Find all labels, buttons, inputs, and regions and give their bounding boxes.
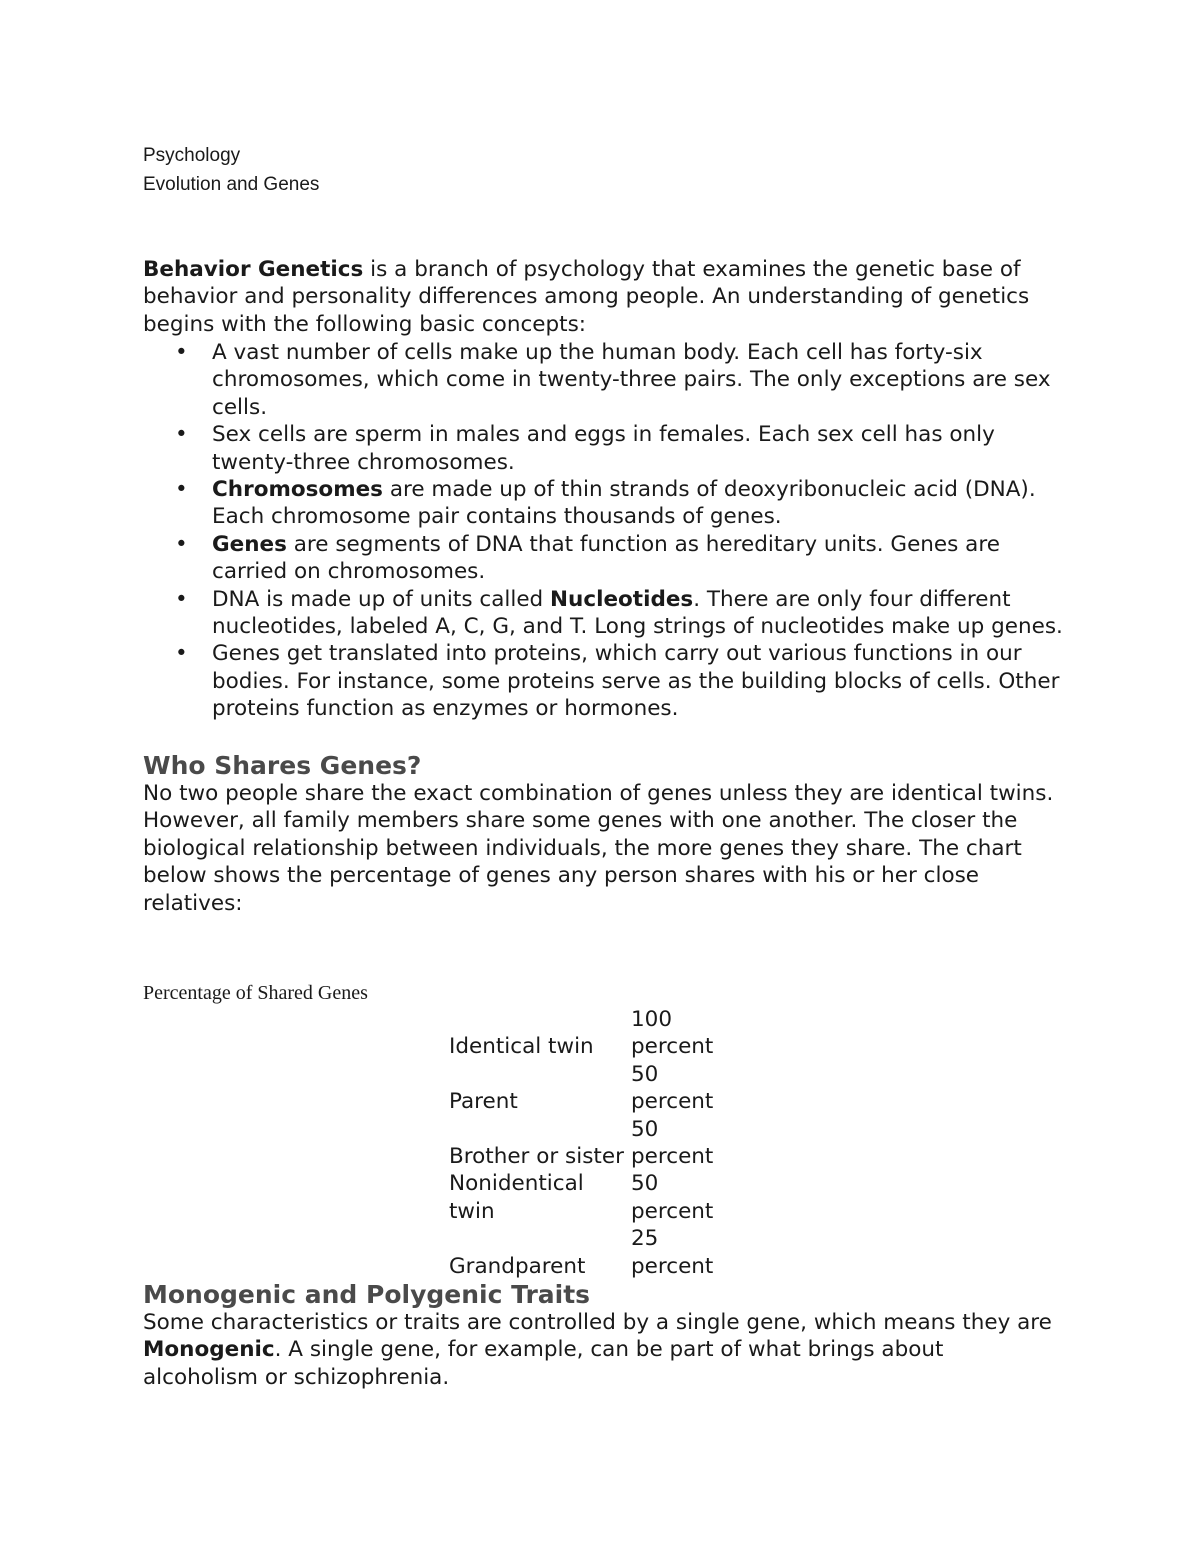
- term-genes: Genes: [212, 531, 287, 557]
- list-item: • DNA is made up of units called Nucleotides. There are only four different nucleotides, labeled A, C, G, and T. Long strings of nucleotides make up genes.: [175, 586, 1063, 640]
- relative-cell: Grandparent: [449, 1253, 586, 1279]
- relative-cell: Identical twin: [449, 1034, 594, 1060]
- bullet-icon: •: [175, 340, 188, 365]
- concept-list: [143, 339, 1073, 723]
- percent-cell: 50 percent: [631, 1171, 714, 1224]
- list-item: • A vast number of cells make up the human body. Each cell has forty-six chromosomes, which come in twenty-three pairs. The only exceptions are sex cells.: [175, 340, 1051, 420]
- term-nucleotides: Nucleotides: [550, 586, 694, 612]
- table-row: [449, 1225, 749, 1280]
- list-item: • Genes get translated into proteins, which carry out various functions in our bodies. For instance, some proteins serve as the building blocks of cells. Other proteins function as enzymes or hormones.: [175, 641, 1060, 722]
- course-title: Psychology: [143, 145, 241, 166]
- bullet-icon: •: [175, 477, 188, 503]
- topic-title: Evolution and Genes: [143, 174, 320, 195]
- traits-paragraph: Some characteristics or traits are controlled by a single gene, which means they are Monogenic. A single gene, for example, can be part of what brings about alcoholism or schizophrenia.: [143, 1310, 1052, 1390]
- relative-cell: Parent: [449, 1089, 518, 1115]
- table-row: [449, 1116, 749, 1171]
- percent-cell: 50 percent: [631, 1061, 714, 1115]
- bullet-icon: •: [175, 586, 188, 612]
- table-row: [449, 1006, 749, 1061]
- table-caption: Percentage of Shared Genes: [143, 982, 368, 1004]
- table-row: [449, 1170, 749, 1225]
- percent-cell: 50 percent: [631, 1116, 714, 1170]
- list-item: • Chromosomes are made up of thin strands of deoxyribonucleic acid (DNA). Each chromosome pair contains thousands of genes.: [175, 477, 1036, 530]
- intro-paragraph: [143, 256, 1043, 338]
- list-item: • Sex cells are sperm in males and eggs in females. Each sex cell has only twenty-three chromosomes.: [175, 422, 995, 475]
- section-heading-traits: Monogenic and Polygenic Traits: [143, 1280, 591, 1309]
- term-monogenic: Monogenic: [143, 1337, 275, 1363]
- who-shares-paragraph: No two people share the exact combination of genes unless they are identical twins. However, all family members share some genes with one another. The closer the biological relationship between individuals, the more genes they share. The chart below shows the percentage of genes any person shares with his or her close relatives:: [143, 781, 1054, 916]
- intro-text: is a branch of psychology that examines the genetic base of behavior and personality differences among people. An understanding of genetics begins with the following basic concepts:: [143, 257, 1030, 337]
- intro-term: Behavior Genetics: [143, 257, 364, 282]
- bullet-icon: •: [175, 422, 188, 448]
- list-item: • Genes are segments of DNA that function as hereditary units. Genes are carried on chromosomes.: [175, 531, 1000, 585]
- shared-genes-table: [449, 1006, 749, 1280]
- percent-cell: 100 percent: [631, 1007, 714, 1060]
- table-row: [449, 1061, 749, 1116]
- section-heading-who-shares: Who Shares Genes?: [143, 751, 422, 780]
- percent-cell: 25 percent: [631, 1226, 714, 1279]
- relative-cell: Brother or sister: [449, 1144, 624, 1170]
- term-chromosomes: Chromosomes: [212, 477, 383, 503]
- bullet-icon: •: [175, 531, 188, 557]
- relative-cell: Nonidentical twin: [449, 1171, 584, 1224]
- bullet-icon: •: [175, 641, 188, 667]
